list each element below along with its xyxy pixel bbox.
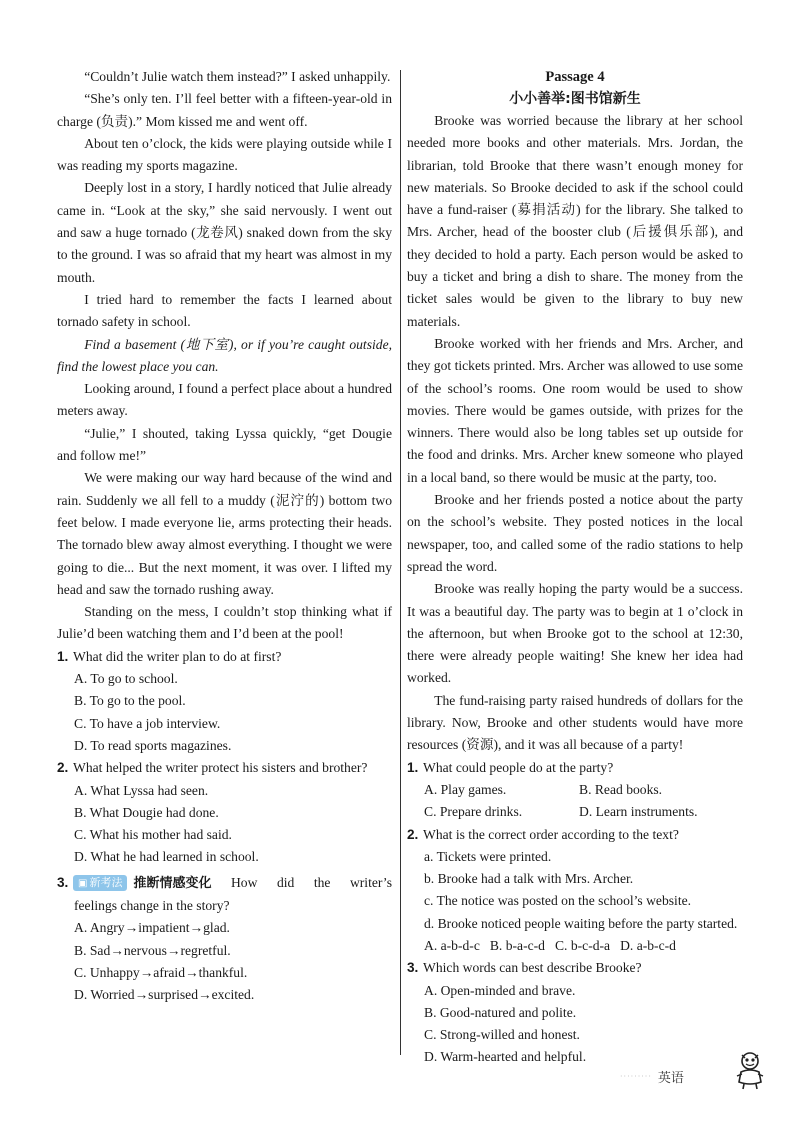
question-1: [407, 757, 743, 779]
paragraph: Deeply lost in a story, I hardly noticed that Julie already came in. “Look at the sky,” she said nervously. I went out and saw a huge tornado (龙卷风) snaked down from the sky to the ground. I was so afraid that my heart was almost in my mouth.: [57, 180, 392, 285]
options-row: [407, 801, 743, 823]
option-a: A. To go to school.: [74, 671, 178, 687]
option-b: B. Good-natured and polite.: [424, 1004, 577, 1020]
question-word: writer’s: [349, 875, 392, 891]
question-text: What could people do at the party?: [423, 759, 614, 775]
paragraph: “She’s only ten. I’ll feel better with a fifteen-year-old in charge (负责).” Mom kissed me and went off.: [57, 91, 392, 129]
footer-decoration: ·········: [620, 1072, 652, 1081]
question-word: did: [276, 875, 295, 891]
paragraph: The fund-raising party raised hundreds of dollars for the library. Now, Brooke and other students would have more resources (资源), and it was all because of a party!: [407, 692, 743, 753]
question-tag-group: [73, 872, 211, 895]
tag-text: 新考法: [89, 875, 123, 889]
options-row: [407, 935, 743, 957]
left-column: [57, 66, 392, 1006]
option-d: D. a-b-c-d: [620, 937, 676, 953]
page-footer: [620, 1067, 684, 1086]
order-item-c: c. The notice was posted on the school’s website.: [424, 893, 692, 909]
option-c: C. Strong-willed and honest.: [424, 1027, 580, 1043]
option-b: B. Read books.: [579, 781, 663, 797]
paragraph: Standing on the mess, I couldn’t stop thinking what if Julie’d been watching them and I’d been at the pool!: [57, 604, 392, 642]
option-a: A. Open-minded and brave.: [424, 982, 576, 998]
paragraph: I tried hard to remember the facts I learned about tornado safety in school.: [57, 291, 392, 330]
column-divider: [400, 70, 401, 1055]
question-3: [57, 872, 392, 895]
paragraph-italic: Find a basement (地下室), or if you’re caught outside, find the lowest place you can.: [57, 336, 392, 374]
option-d: D. Warm-hearted and helpful.: [424, 1049, 587, 1065]
option-c: C. Prepare drinks.: [424, 804, 523, 820]
option-a: A. Angry→impatient→glad.: [74, 920, 230, 936]
question-2: [57, 757, 392, 779]
order-item-a: a. Tickets were printed.: [424, 848, 552, 864]
question-text-continued: feelings change in the story?: [74, 897, 230, 913]
option-b: B. b-a-c-d: [489, 937, 545, 953]
paragraph: “Julie,” I shouted, taking Lyssa quickly, “get Dougie and follow me!”: [57, 425, 392, 464]
question-number: 1.: [57, 648, 69, 664]
question-number: 3.: [407, 960, 419, 976]
question-word: the: [313, 875, 331, 891]
mascot-icon: [733, 1050, 767, 1090]
subject-label: 英语: [657, 1071, 684, 1086]
paragraph: Looking around, I found a perfect place about a hundred meters away.: [57, 381, 392, 419]
option-a: A. a-b-d-c: [424, 937, 480, 953]
option-a: A. What Lyssa had seen.: [74, 782, 209, 798]
question-3: [407, 957, 743, 979]
option-c: C. To have a job interview.: [74, 715, 221, 731]
option-c: C. Unhappy→afraid→thankful.: [74, 964, 248, 980]
question-number: 2.: [57, 760, 69, 776]
question-1: [57, 646, 392, 668]
option-d: D. Learn instruments.: [579, 804, 698, 820]
paragraph: “Couldn’t Julie watch them instead?” I asked unhappily.: [84, 69, 391, 84]
passage-title: Passage 4: [545, 69, 605, 85]
order-item-d: d. Brooke noticed people waiting before the party started.: [424, 915, 738, 931]
option-d: D. What he had learned in school.: [74, 849, 259, 865]
option-d: D. Worried→surprised→excited.: [74, 987, 255, 1003]
order-item-b: b. Brooke had a talk with Mrs. Archer.: [424, 871, 634, 887]
option-b: B. To go to the pool.: [74, 693, 186, 709]
option-c: C. b-c-d-a: [554, 937, 611, 953]
question-number: 2.: [407, 826, 419, 842]
question-2: [407, 824, 743, 846]
question-text: What is the correct order according to the text?: [423, 826, 679, 842]
tag-label: 推断情感变化: [133, 875, 212, 891]
paragraph: Brooke and her friends posted a notice about the party on the school’s website. They posted notices in the local newspaper, too, and called some of the radio stations to help spread the word.: [407, 492, 743, 574]
option-b: B. Sad→nervous→regretful.: [74, 942, 231, 958]
question-text: What did the writer plan to do at first?: [73, 648, 282, 664]
right-column: [407, 66, 743, 1069]
passage-subtitle: 小小善举:图书馆新生: [509, 91, 641, 107]
paragraph: We were making our way hard because of the wind and rain. Suddenly we all fell to a muddy (泥泞的) bottom two feet below. I made everyone lie, arms protecting their heads. The tornado blew away almost everything. I thought we were going to die... But the next moment, it was over. I lifted my head and saw the tornado rushing away.: [57, 470, 392, 597]
options-row: [407, 779, 743, 801]
question-text: What helped the writer protect his sisters and brother?: [73, 760, 368, 776]
option-a: A. Play games.: [424, 781, 507, 797]
new-method-tag: [73, 875, 127, 891]
option-b: B. What Dougie had done.: [74, 804, 219, 820]
question-number: 1.: [407, 759, 419, 775]
paragraph: Brooke was worried because the library at her school needed more books and other materials. Mrs. Jordan, the librarian, told Brooke that there wasn’t enough money for new materials. So Brooke decided to ask if the school could have a fund-raiser (募捐活动) for the library. She talked to Mrs. Archer, head of the booster club (后援俱乐部), and they decided to hold a party. Each person would be asked to buy a ticket and bring a dish to share. The money from the ticket sales would be given to the library to buy new materials.: [407, 113, 743, 329]
paragraph: Brooke was really hoping the party would be a success. It was a beautiful day. The party was to begin at 1 o’clock in the afternoon, but when Brooke got to the school at 12:30, there were already people waiting! She knew her idea had worked.: [407, 581, 743, 686]
question-number: 3.: [57, 874, 69, 890]
question-3-line: [73, 872, 392, 895]
question-text: Which words can best describe Brooke?: [423, 960, 642, 976]
paragraph: About ten o’clock, the kids were playing outside while I was reading my sports magazine.: [57, 135, 392, 174]
book-icon: ▣: [78, 877, 88, 889]
option-c: C. What his mother had said.: [74, 827, 232, 843]
option-d: D. To read sports magazines.: [74, 737, 232, 753]
paragraph: Brooke worked with her friends and Mrs. Archer, and they got tickets printed. Mrs. Archer was allowed to use some of the school’s rooms. One room would be used to show movies. There would be games outside, with prizes for the winners. There would also be long tables set up outside for the food and drinks. Mrs. Archer knew someone who played in a local band, so there would be music at the party, too.: [407, 335, 743, 485]
question-word: How: [230, 875, 258, 891]
